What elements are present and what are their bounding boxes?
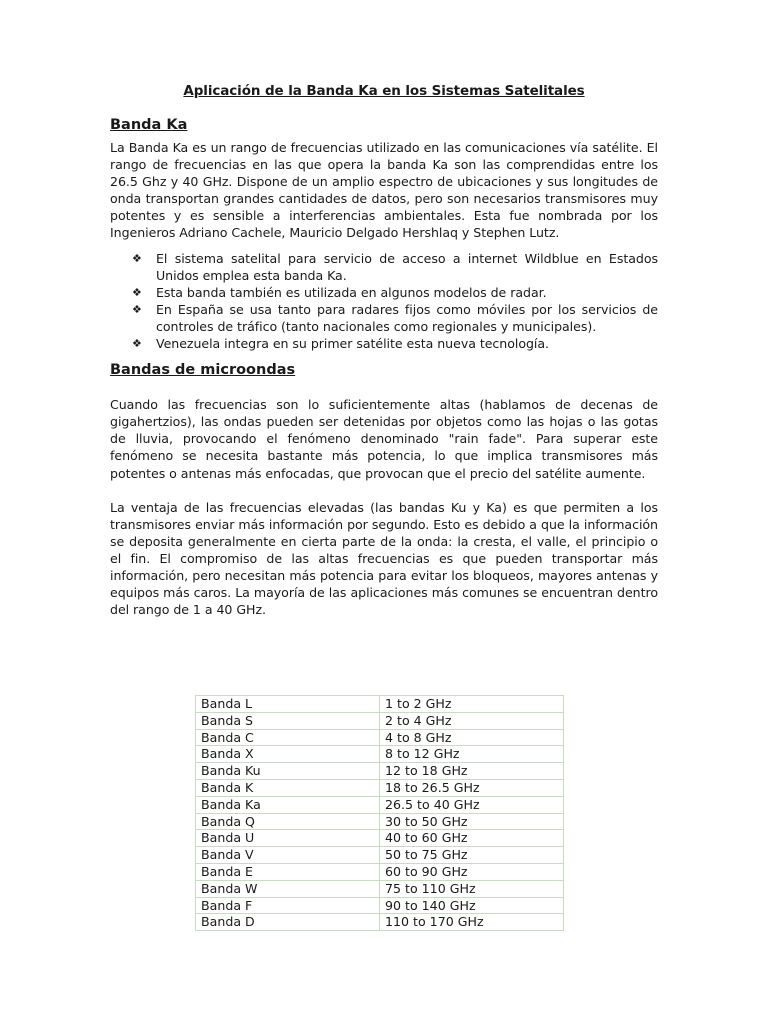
band-range-cell: 1 to 2 GHz <box>380 696 564 713</box>
table-row <box>196 763 564 780</box>
band-name-cell: Banda L <box>196 696 380 713</box>
section-heading-bandas-microondas: Bandas de microondas <box>110 362 296 379</box>
table-row <box>196 746 564 763</box>
paragraph-spacer <box>110 482 658 499</box>
band-range-cell: 12 to 18 GHz <box>380 763 564 780</box>
band-range-cell: 30 to 50 GHz <box>380 813 564 830</box>
table-row <box>196 796 564 813</box>
bullet-item <box>110 284 658 301</box>
band-range-cell: 90 to 140 GHz <box>380 897 564 914</box>
table-row <box>196 847 564 864</box>
bullet-text: Esta banda también es utilizada en algunos modelos de radar. <box>156 284 547 300</box>
band-range-cell: 26.5 to 40 GHz <box>380 796 564 813</box>
table-row <box>196 813 564 830</box>
band-name-cell: Banda E <box>196 863 380 880</box>
band-name-cell: Banda D <box>196 914 380 931</box>
band-range-cell: 18 to 26.5 GHz <box>380 779 564 796</box>
band-range-cell: 60 to 90 GHz <box>380 863 564 880</box>
section-heading-banda-ka: Banda Ka <box>110 117 188 133</box>
band-name-cell: Banda X <box>196 746 380 763</box>
banda-ka-paragraph: La Banda Ka es un rango de frecuencias utilizado en las comunicaciones vía satélite. El rango de frecuencias en las que opera la banda Ka son las comprendidas entre los 26.5 Ghz y 40 GHz. Dispone de un amplio espectro de ubicaciones y sus longitudes de onda transportan grandes cantidades de datos, pero son necesarios transmisores muy potentes y es sensible a interferencias ambientales. Esta fue nombrada por los Ingenieros Adriano Cachele, Mauricio Delgado Hershlaq y Stephen Lutz. <box>110 140 658 241</box>
table-row <box>196 729 564 746</box>
table-row <box>196 830 564 847</box>
diamond-bullet-icon: ❖ <box>132 302 142 316</box>
table-row <box>196 696 564 713</box>
band-name-cell: Banda W <box>196 880 380 897</box>
bullet-text: El sistema satelital para servicio de acceso a internet Wildblue en Estados Unidos emplea esta banda Ka. <box>156 250 658 283</box>
document-title: Aplicación de la Banda Ka en los Sistemas Satelitales <box>183 83 585 99</box>
banda-ka-bullet-list <box>110 250 658 353</box>
band-name-cell: Banda S <box>196 712 380 729</box>
band-range-cell: 8 to 12 GHz <box>380 746 564 763</box>
microondas-paragraph-1: Cuando las frecuencias son lo suficientemente altas (hablamos de decenas de gigahertzios), las ondas pueden ser detenidas por objetos como las hojas o las gotas de lluvia, provocando el fenómeno denominado "rain fade". Para superar este fenómeno se necesita bastante más potencia, lo que implica transmisores más potentes o antenas más enfocadas, que provocan que el precio del satélite aumente. <box>110 397 658 481</box>
band-name-cell: Banda C <box>196 729 380 746</box>
table-row <box>196 914 564 931</box>
bullet-item <box>110 335 658 352</box>
bullet-text: En España se usa tanto para radares fijos como móviles por los servicios de controles de tráfico (tanto nacionales como regionales y municipales). <box>156 301 658 334</box>
band-range-cell: 50 to 75 GHz <box>380 847 564 864</box>
band-name-cell: Banda Ka <box>196 796 380 813</box>
bullet-item <box>110 250 658 284</box>
band-name-cell: Banda F <box>196 897 380 914</box>
diamond-bullet-icon: ❖ <box>132 285 142 299</box>
bullet-text: Venezuela integra en su primer satélite esta nueva tecnología. <box>156 336 550 352</box>
band-name-cell: Banda Ku <box>196 763 380 780</box>
band-range-cell: 40 to 60 GHz <box>380 830 564 847</box>
diamond-bullet-icon: ❖ <box>132 251 142 265</box>
band-range-cell: 2 to 4 GHz <box>380 712 564 729</box>
table-row <box>196 863 564 880</box>
microondas-paragraph-2: La ventaja de las frecuencias elevadas (las bandas Ku y Ka) es que permiten a los transmisores enviar más información por segundo. Esto es debido a que la información se deposita generalmente en cierta parte de la onda: la cresta, el valle, el principio o el fin. El compromiso de las altas frecuencias es que pueden transportar más información, pero necesitan más potencia para evitar los bloqueos, mayores antenas y equipos más caros. La mayoría de las aplicaciones más comunes se encuentran dentro del rango de 1 a 40 GHz. <box>110 499 658 618</box>
band-range-cell: 4 to 8 GHz <box>380 729 564 746</box>
band-name-cell: Banda Q <box>196 813 380 830</box>
document-page <box>110 82 658 618</box>
diamond-bullet-icon: ❖ <box>132 337 142 351</box>
frequency-band-table <box>195 695 564 931</box>
band-name-cell: Banda V <box>196 847 380 864</box>
band-name-cell: Banda U <box>196 830 380 847</box>
table-row <box>196 880 564 897</box>
band-range-cell: 110 to 170 GHz <box>380 914 564 931</box>
table-row <box>196 897 564 914</box>
band-range-cell: 75 to 110 GHz <box>380 880 564 897</box>
table-row <box>196 712 564 729</box>
band-name-cell: Banda K <box>196 779 380 796</box>
bullet-item <box>110 301 658 335</box>
table-row <box>196 779 564 796</box>
